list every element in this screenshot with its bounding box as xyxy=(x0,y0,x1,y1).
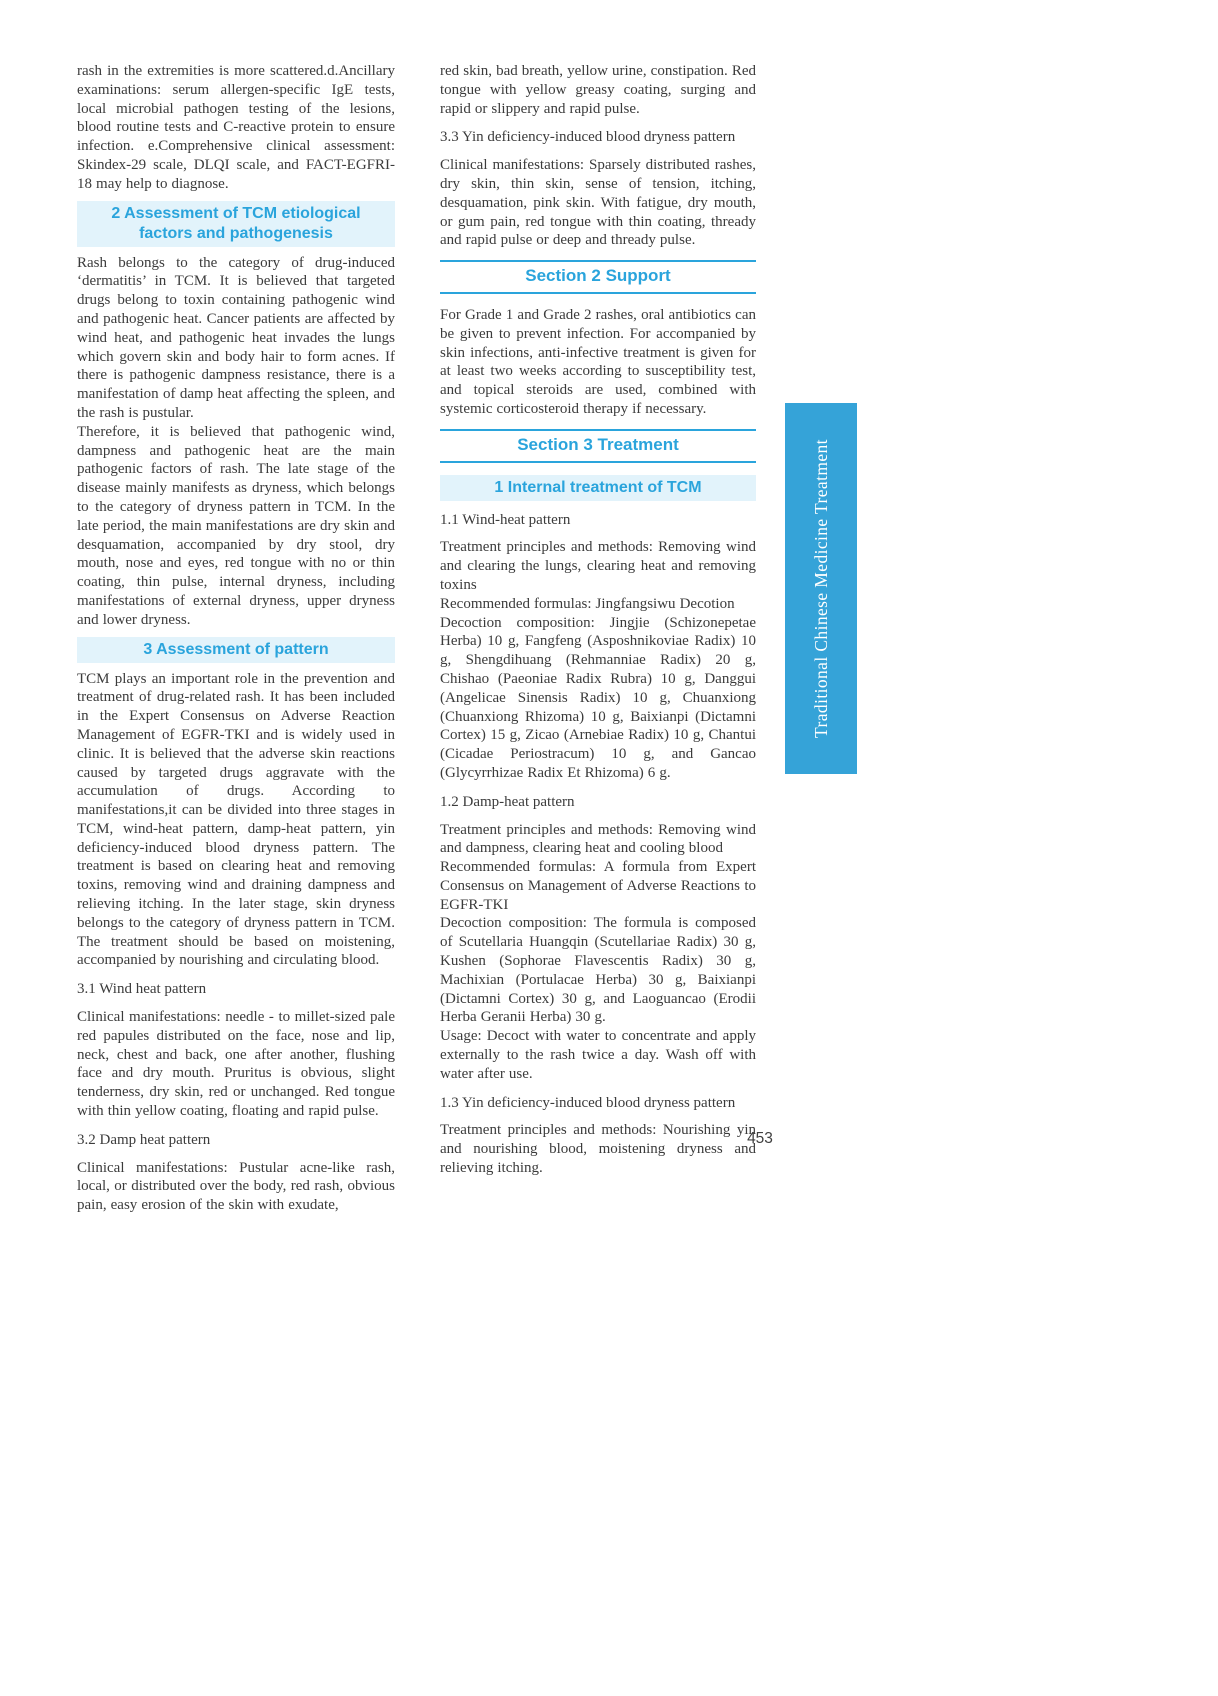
paragraph-1-2-usage: Usage: Decoct with water to concentrate and apply externally to the rash twice a day. Wash off with water after use. xyxy=(440,1028,756,1082)
section-3-title: Section 3 Treatment xyxy=(517,434,679,454)
paragraph-yin-deficiency-manifestations: Clinical manifestations: Sparsely distributed rashes, dry skin, thin skin, sense of tension, itching, desquamation, pink skin. With fatigue, dry mouth, or gum pain, red tongue with thin coating, thready and rapid pulse or deep and thready pulse. xyxy=(440,157,756,249)
subheading-1-3-yin-deficiency: 1.3 Yin deficiency-induced blood dryness pattern xyxy=(440,1094,736,1111)
heading-3-assessment-of-pattern: 3 Assessment of pattern xyxy=(77,637,395,663)
paragraph-1-2-decoction-composition: Decoction composition: The formula is composed of Scutellaria Huangqin (Scutellariae Radix) 30 g, Kushen (Sophorae Flavescentis Radix) 30 g, Machixian (Portulacae Herba) 30 g, Baixianpi (Dictamni Cortex) 30 g, and Laoguancao (Erodii Herba Geranii Herba) 30 g. xyxy=(440,915,756,1026)
rule-line-bottom xyxy=(440,292,756,294)
page-number: 453 xyxy=(747,1130,773,1147)
subheading-3-1-wind-heat-pattern: 3.1 Wind heat pattern xyxy=(77,981,207,998)
subheading-1-1-wind-heat-pattern: 1.1 Wind-heat pattern xyxy=(440,511,571,528)
paragraph-wind-heat-manifestations: Clinical manifestations: needle - to millet-sized pale red papules distributed on the face, nose and lip, neck, chest and back, one after another, flushing face and dry mouth. Pruritus is obvious, slight tenderness, dry skin, red or unchanged. Red tongue with thin yellow coating, floating and rapid pulse. xyxy=(77,1009,395,1120)
chapter-thumb-tab xyxy=(785,403,857,774)
heading-1-internal-treatment-tcm: 1 Internal treatment of TCM xyxy=(440,475,756,501)
paragraph-1-1-recommended-formulas: Recommended formulas: Jingfangsiwu Decotion xyxy=(440,595,735,612)
paragraph-damp-heat-continued: red skin, bad breath, yellow urine, constipation. Red tongue with yellow greasy coating, surging and rapid or slippery and rapid pulse. xyxy=(440,63,756,117)
subheading-3-2-damp-heat-pattern: 3.2 Damp heat pattern xyxy=(77,1131,211,1148)
paragraph-ancillary-examinations: rash in the extremities is more scattered.d.Ancillary examinations: serum allergen-specific IgE tests, local microbial pathogen testing of the lesions, blood routine tests and C-reactive protein to ensure infection. e.Comprehensive clinical assessment: Skindex-29 scale, DLQI scale, and FACT-EGFRI-18 may help to diagnose. xyxy=(77,63,395,192)
paragraph-1-2-recommended-formulas: Recommended formulas: A formula from Expert Consensus on Management of Adverse Reactions to EGFR-TKI xyxy=(440,859,756,913)
paragraph-1-1-decoction-composition: Decoction composition: Jingjie (Schizonepetae Herba) 10 g, Fangfeng (Asposhnikoviae Radix) 10 g, Shengdihuang (Rehmanniae Radix) 20 g, Chishao (Paeoniae Radix Rubra) 10 g, Danggui (Angelicae Sinensis Radix) 10 g, Chuanxiong (Chuanxiong Rhizoma) 10 g, Baixianpi (Dictamni Cortex) 15 g, Zicao (Arnebiae Radix) 10 g, Chantui (Cicadae Periostracum) 10 g, and Gancao (Glycyrrhizae Radix Et Rhizoma) 6 g. xyxy=(440,614,756,781)
chapter-thumb-tab-label: Traditional Chinese Medicine Treatment xyxy=(810,439,831,738)
rule-line-bottom xyxy=(440,461,756,463)
paragraph-1-3-treatment-principles: Treatment principles and methods: Nourishing yin and nourishing blood, moistening dryness and relieving itching. xyxy=(440,1122,756,1177)
subheading-3-3-yin-deficiency: 3.3 Yin deficiency-induced blood dryness pattern xyxy=(440,129,736,146)
paragraph-damp-heat-manifestations: Clinical manifestations: Pustular acne-like rash, local, or distributed over the body, red rash, obvious pain, easy erosion of the skin with exudate, xyxy=(77,1159,395,1214)
subheading-1-2-damp-heat-pattern: 1.2 Damp-heat pattern xyxy=(440,793,575,810)
right-column xyxy=(440,62,756,1178)
paragraph-rash-belongs: Rash belongs to the category of drug-induced ‘dermatitis’ in TCM. It is believed that targeted drugs belong to toxin containing pathogenic wind and pathogenic heat. Cancer patients are affected by wind heat, and pathogenic heat invades the lungs which govern skin and body hair to form acnes. If there is pathogenic dampness resistance, there is a manifestation of damp heat affecting the spleen, and the rash is pustular. xyxy=(77,254,395,421)
left-column xyxy=(77,62,395,1215)
heading-2-assessment-etiological-factors: 2 Assessment of TCM etiological factors and pathogenesis xyxy=(77,201,395,247)
paragraph-therefore-pathogenic: Therefore, it is believed that pathogenic wind, dampness and pathogenic heat are the main pathogenic factors of rash. The late stage of the disease mainly manifests as dryness, which belongs to the category of dryness pattern in TCM. In the late period, the main manifestations are dry skin and desquamation, accompanied by dry stool, dry mouth, nose and eyes, red tongue with no or thin coating, thin pulse, internal dryness, including manifestations of external dryness, upper dryness and lower dryness. xyxy=(77,423,395,628)
paragraph-1-1-treatment-principles: Treatment principles and methods: Removing wind and clearing the lungs, clearing heat and removing toxins xyxy=(440,539,756,593)
paragraph-grade-rashes-antibiotics: For Grade 1 and Grade 2 rashes, oral antibiotics can be given to prevent infection. For accompanied by skin infections, anti-infective treatment is given for at least two weeks according to susceptibility test, and topical steroids are used, combined with systemic corticosteroid therapy if necessary. xyxy=(440,306,756,417)
section-2-support-heading xyxy=(440,260,756,294)
paragraph-tcm-plays-role: TCM plays an important role in the prevention and treatment of drug-related rash. It has been included in the Expert Consensus on Adverse Reaction Management of EGFR-TKI and is widely used in clinic. It is believed that the adverse skin reactions caused by targeted drugs aggravate with the accumulation of drugs. According to manifestations,it can be divided into three stages in TCM, wind-heat pattern, damp-heat pattern, yin deficiency-induced blood dryness pattern. The treatment is based on clearing heat and removing toxins, removing wind and draining dampness and relieving itching. In the later stage, skin dryness belongs to the category of dryness pattern in TCM. The treatment should be based on moistening, accompanied by nourishing and circulating blood. xyxy=(77,670,395,969)
paragraph-1-2-treatment-principles: Treatment principles and methods: Removing wind and dampness, clearing heat and cooling blood xyxy=(440,821,756,857)
section-2-title: Section 2 Support xyxy=(525,266,671,286)
section-3-treatment-heading xyxy=(440,429,756,463)
